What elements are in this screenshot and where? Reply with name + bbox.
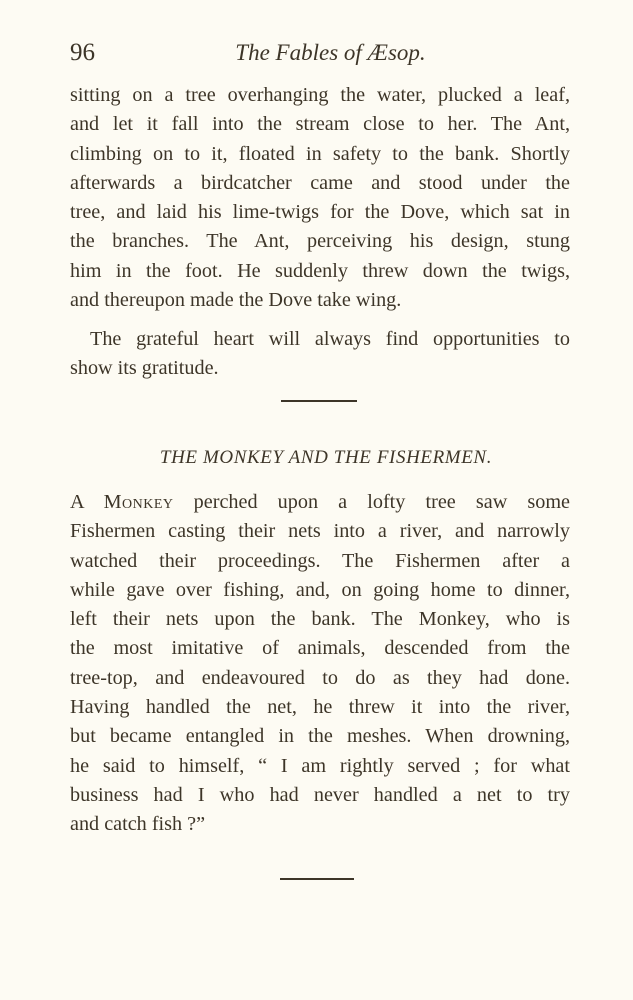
text-line: sitting on a tree overhanging the water, plucked a leaf, <box>70 84 570 106</box>
fable-title: THE MONKEY AND THE FISHERMEN. <box>159 447 493 468</box>
text-line: and catch fish ?” <box>70 813 206 836</box>
section-divider <box>281 400 357 402</box>
text-line: he said to himself, “ I am rightly served ; for what <box>70 754 570 777</box>
text-line: show its gratitude. <box>70 357 219 380</box>
opening-word-smallcaps: Monkey <box>103 491 174 513</box>
text-line: while gave over fishing, and, on going home to dinner, <box>70 578 570 601</box>
page-number: 96 <box>70 39 95 66</box>
text-line: him in the foot. He suddenly threw down the twigs, <box>70 259 570 282</box>
text-line: the most imitative of animals, descended from the <box>70 637 570 660</box>
text-line: business had I who had never handled a net to try <box>70 783 570 806</box>
text-line: watched their proceedings. The Fishermen after a <box>70 549 570 572</box>
text-line: tree, and laid his lime-twigs for the Dove, which sat in <box>70 201 570 224</box>
paragraph-dove-and-ant-ending <box>70 81 570 315</box>
text-line: and let it fall into the stream close to her. The Ant, <box>70 113 570 136</box>
moral-paragraph <box>70 325 570 384</box>
opening-word: A <box>70 491 84 513</box>
text-line: and thereupon made the Dove take wing. <box>70 289 402 312</box>
running-head: The Fables of Æsop. <box>235 40 426 65</box>
page-header <box>70 36 571 70</box>
fable-monkey-and-fishermen-text <box>70 488 570 840</box>
first-line-rest: perched upon a lofty tree saw some <box>193 491 571 513</box>
text-line: Having handled the net, he threw it into the river, <box>70 696 570 719</box>
text-line: the branches. The Ant, perceiving his design, stung <box>70 230 570 253</box>
section-divider <box>280 878 354 880</box>
text-line <box>70 488 570 517</box>
text-line: but became entangled in the meshes. When drowning, <box>70 725 570 748</box>
text-line: afterwards a birdcatcher came and stood under the <box>70 171 570 194</box>
text-line: The grateful heart will always find opportunities to <box>90 328 570 350</box>
text-line: climbing on to it, floated in safety to the bank. Shortly <box>70 142 570 165</box>
text-line: left their nets upon the bank. The Monkey, who is <box>70 608 570 631</box>
text-line: Fishermen casting their nets into a river, and narrowly <box>70 520 570 543</box>
text-line: tree-top, and endeavoured to do as they had done. <box>70 666 570 689</box>
